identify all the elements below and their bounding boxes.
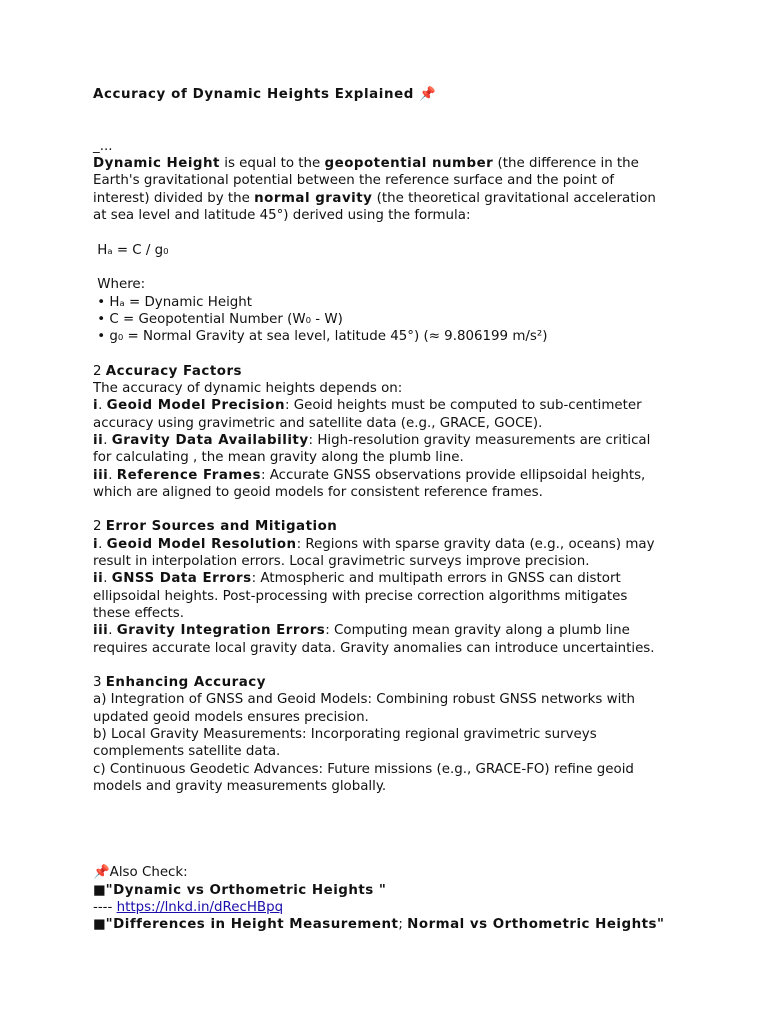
also-check-heading: 📌Also Check:	[93, 865, 188, 881]
errors-item-ii: ii. GNSS Data Errors: Atmospheric and multipath errors in GNSS can distort	[93, 571, 621, 587]
item-text: : Geoid heights must be computed to sub-centimeter	[284, 398, 642, 414]
errors-item-ii-cont: ellipsoidal heights. Post-processing with precise correction algorithms mitigates	[93, 588, 628, 604]
spacer	[93, 103, 683, 120]
section-title: Error Sources and Mitigation	[105, 519, 338, 535]
spacer	[93, 501, 683, 518]
item-title: Gravity Integration Errors	[116, 623, 326, 639]
errors-item-iii: iii. Gravity Integration Errors: Computing mean gravity along a plumb line	[93, 623, 630, 639]
intro-line-1	[93, 155, 683, 172]
spacer	[93, 812, 683, 829]
spacer	[93, 847, 683, 864]
spacer	[93, 830, 683, 847]
accuracy-item-iii-cont: which are aligned to geoid models for consistent reference frames.	[93, 484, 543, 500]
item-text: : Accurate GNSS observations provide ellipsoidal heights,	[260, 467, 646, 483]
intro-text: is equal to the	[219, 156, 325, 172]
item-number: ii	[93, 571, 104, 587]
where-item: • Hₐ = Dynamic Height	[93, 294, 253, 310]
item-text: : Computing mean gravity along a plumb line	[325, 623, 630, 639]
square-bullet-icon: ■	[93, 917, 106, 933]
intro-line-2: Earth's gravitational potential between the reference surface and the point of	[93, 173, 615, 189]
section-title: Enhancing Accuracy	[105, 675, 266, 691]
errors-item-i-cont: result in interpolation errors. Local gravimetric surveys improve precision.	[93, 554, 590, 570]
spacer	[93, 795, 683, 812]
errors-item-iii-cont: requires accurate local gravity data. Gravity anomalies can introduce uncertainties.	[93, 640, 655, 656]
term-normal-gravity: normal gravity	[254, 190, 373, 206]
section-number: 2	[93, 519, 106, 535]
ellipsis-text: _...	[93, 138, 113, 154]
item-title: Geoid Model Precision	[106, 398, 285, 414]
enhancing-line: complements satellite data.	[93, 744, 281, 760]
related-title: "Dynamic vs Orthometric Heights "	[105, 882, 387, 898]
page-title: Accuracy of Dynamic Heights Explained 📌	[93, 87, 437, 102]
dash-prefix: ----	[93, 899, 117, 915]
intro-text: (the difference in the	[493, 156, 639, 172]
accuracy-item-i-cont: accuracy using gravimetric and satellite data (e.g., GRACE, GOCE).	[93, 415, 543, 431]
where-item: • g₀ = Normal Gravity at sea level, latitude 45°) (≈ 9.806199 m/s²)	[93, 329, 548, 345]
separator: ;	[398, 917, 408, 933]
related-title: Normal vs Orthometric Heights"	[407, 917, 665, 933]
spacer	[93, 121, 683, 138]
item-text: : Regions with sparse gravity data (e.g., oceans) may	[296, 536, 655, 552]
intro-line-3	[93, 190, 683, 207]
intro-text: (the theoretical gravitational acceleration	[372, 190, 656, 206]
spacer	[93, 345, 683, 362]
item-number: i	[93, 398, 99, 414]
item-title: Geoid Model Resolution	[106, 536, 297, 552]
spacer	[93, 657, 683, 674]
formula: Hₐ = C / g₀	[93, 242, 169, 258]
item-title: Reference Frames	[116, 467, 261, 483]
errors-item-ii-cont: these effects.	[93, 605, 184, 621]
square-bullet-icon: ■	[93, 882, 106, 898]
item-title: Gravity Data Availability	[111, 432, 309, 448]
enhancing-line: models and gravity measurements globally.	[93, 778, 387, 794]
accuracy-item-iii: iii. Reference Frames: Accurate GNSS observations provide ellipsoidal heights,	[93, 467, 646, 483]
related-title-1	[93, 882, 683, 899]
item-number: iii	[93, 623, 109, 639]
related-title: "Differences in Height Measurement	[105, 917, 399, 933]
related-title-2	[93, 916, 683, 933]
section-heading-enhancing	[93, 674, 683, 691]
item-number: iii	[93, 467, 109, 483]
where-heading: Where:	[93, 277, 146, 293]
section-title: Accuracy Factors	[105, 363, 243, 379]
spacer	[93, 224, 683, 241]
section-number: 2	[93, 363, 106, 379]
enhancing-line: a) Integration of GNSS and Geoid Models: Combining robust GNSS networks with	[93, 692, 636, 708]
term-geopotential-number: geopotential number	[324, 156, 494, 172]
intro-text: interest) divided by the	[93, 190, 255, 206]
accuracy-lead: The accuracy of dynamic heights depends on:	[93, 381, 403, 397]
document-body	[93, 86, 683, 934]
term-dynamic-height: Dynamic Height	[93, 156, 220, 172]
enhancing-line: b) Local Gravity Measurements: Incorporating regional gravimetric surveys	[93, 726, 597, 742]
item-text: : High-resolution gravity measurements are critical	[308, 432, 651, 448]
item-title: GNSS Data Errors	[111, 571, 252, 587]
item-number: ii	[93, 432, 104, 448]
accuracy-item-ii-cont: for calculating , the mean gravity along the plumb line.	[93, 450, 464, 466]
accuracy-item-ii: ii. Gravity Data Availability: High-resolution gravity measurements are critical	[93, 432, 651, 448]
related-link-line	[93, 899, 683, 916]
section-number: 3	[93, 675, 106, 691]
intro-line-4: at sea level and latitude 45°) derived using the formula:	[93, 208, 471, 224]
item-text: : Atmospheric and multipath errors in GNSS can distort	[251, 571, 621, 587]
item-number: i	[93, 536, 99, 552]
related-link[interactable]: https://lnkd.in/dRecHBpq	[116, 899, 284, 915]
errors-item-i: i. Geoid Model Resolution: Regions with sparse gravity data (e.g., oceans) may	[93, 536, 655, 552]
section-heading-errors	[93, 518, 683, 535]
enhancing-line: c) Continuous Geodetic Advances: Future missions (e.g., GRACE-FO) refine geoid	[93, 761, 634, 777]
enhancing-line: updated geoid models ensures precision.	[93, 709, 369, 725]
section-heading-accuracy	[93, 363, 683, 380]
where-item: • C = Geopotential Number (W₀ - W)	[93, 311, 343, 327]
accuracy-item-i: i. Geoid Model Precision: Geoid heights must be computed to sub-centimeter	[93, 398, 642, 414]
spacer	[93, 259, 683, 276]
